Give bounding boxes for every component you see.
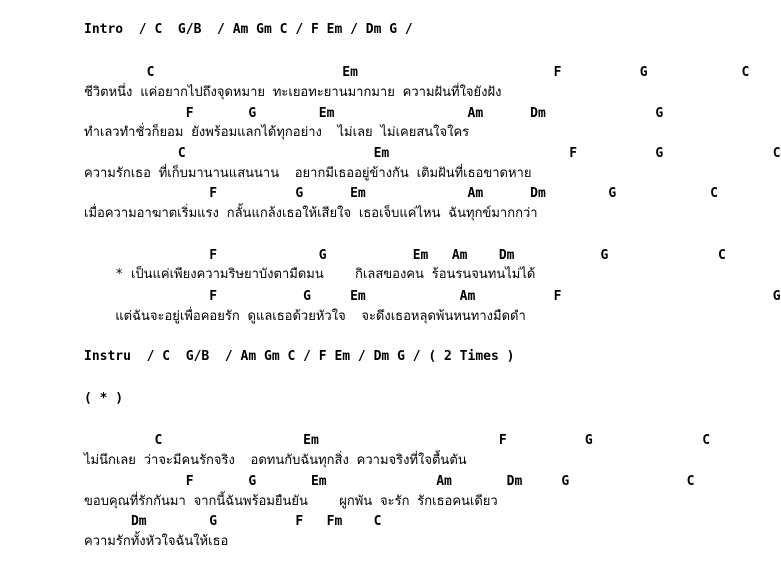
lyric-line: เมื่อความอาฆาตเริ่มแรง กลั้นแกล้งเธอให้เสียใจ เธอเจ็บแค่ไหน ฉันทุกข์มากกว่า <box>84 206 538 221</box>
lyric-line: ชีวิตหนึ่ง แค่อยากไปถึงจุดหมาย ทะเยอทะยานมากมาย ความฝันที่ใจยังฝัง <box>84 85 502 100</box>
lyric-line: * เป็นแค่เพียงความริษยาบังตามืดมน กิเลสของคน ร้อนรนจนทนไม่ได้ <box>84 267 536 282</box>
chord-line: F G Em Am Dm G C <box>84 186 718 201</box>
lyric-line: ความรักเธอ ที่เก็บมานานแสนนาน อยากมีเธออยู่ข้างกัน เติมฝันที่เธอขาดหาย <box>84 166 532 181</box>
chord-line: C Em F G C <box>84 146 781 161</box>
lyric-line: ไม่นึกเลย ว่าจะมีคนรักจริง อดทนกับฉันทุกสิ่ง ความจริงที่ใจตื้นตัน <box>84 453 467 468</box>
lyric-line: ทำเลวทำชั่วก็ยอม ยังพร้อมแลกได้ทุกอย่าง ไม่เลย ไม่เคยสนใจใคร <box>84 125 470 140</box>
lyric-line: ความรักทั้งหัวใจฉันให้เธอ <box>84 534 229 549</box>
instru-line: Instru / C G/B / Am Gm C / F Em / Dm G / ( 2 Times ) <box>84 349 515 364</box>
lyric-line: แต่ฉันจะอยู่เพื่อคอยรัก ดูแลเธอด้วยหัวใจ จะดึงเธอหลุดพ้นหนทางมืดดำ <box>84 309 526 324</box>
chord-line: F G Em Am Dm G C <box>84 248 726 263</box>
repeat-marker: ( * ) <box>84 391 124 406</box>
chord-line: C Em F G C <box>84 433 711 448</box>
chord-line: C Em F G C <box>84 65 750 80</box>
intro-line: Intro / C G/B / Am Gm C / F Em / Dm G / <box>84 22 413 37</box>
lyric-line: ขอบคุณที่รักกันมา จากนี้ฉันพร้อมยืนยัน ผูกพัน จะรัก รักเธอคนเดียว <box>84 494 498 509</box>
chord-line: Dm G F Fm C <box>84 514 382 529</box>
chord-line: F G Em Am Dm G <box>84 106 664 121</box>
chord-line: F G Em Am Dm G C <box>84 474 695 489</box>
chord-line: F G Em Am F G <box>84 289 781 304</box>
